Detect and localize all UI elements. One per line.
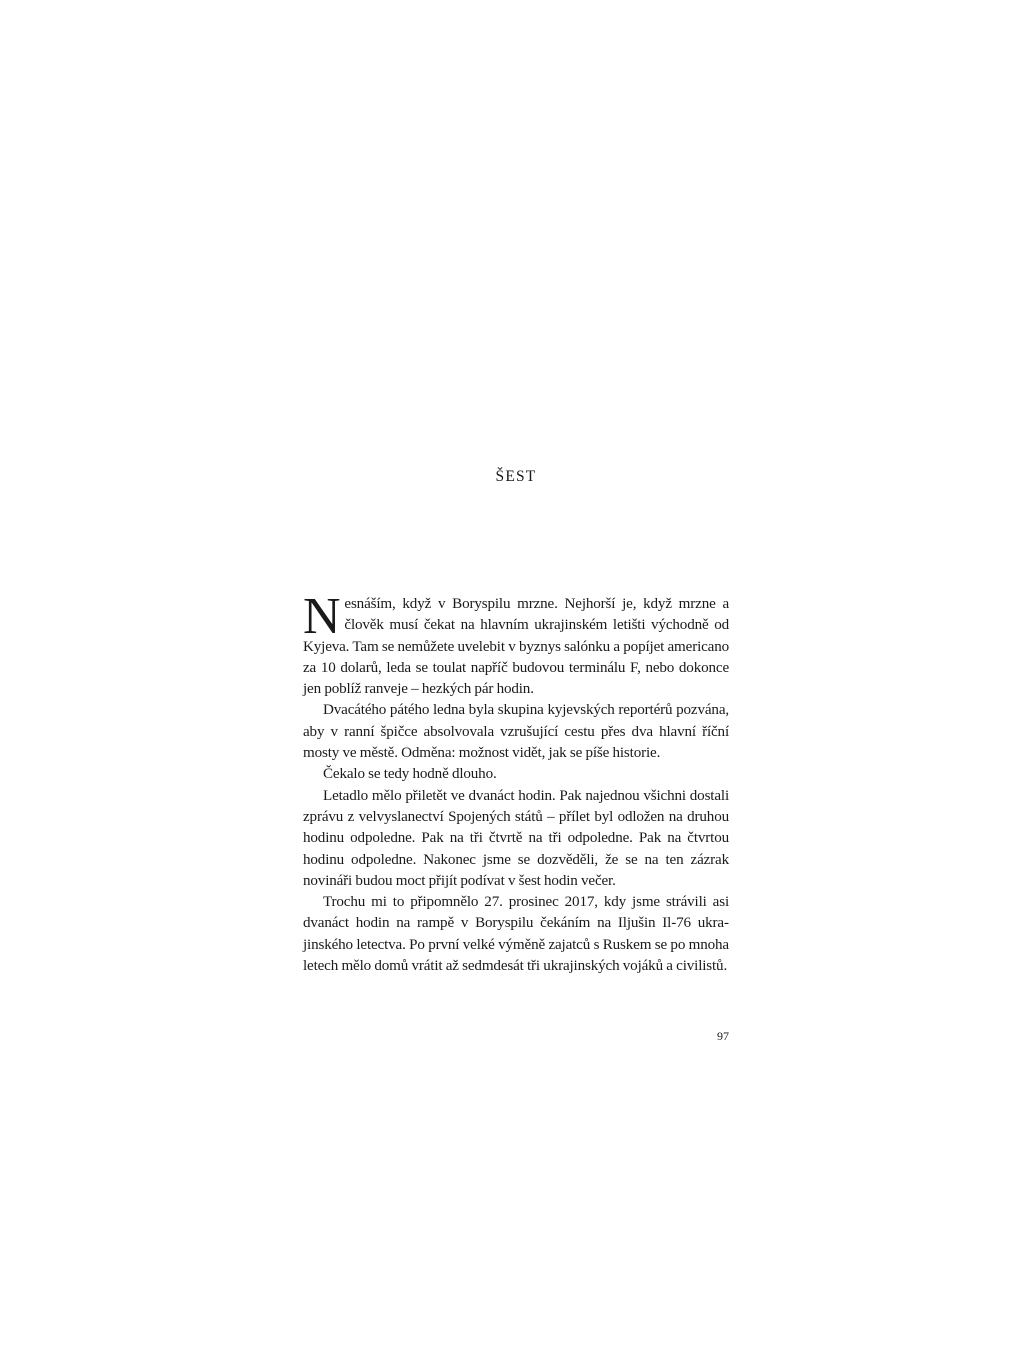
paragraph-5: Trochu mi to připomnělo 27. prosinec 2017, kdy jsme strávili asi dvanáct hodin na rampě v Boryspilu čekáním na Iljušin Il-76 ukrajinského letectva. Po první velké výměně zajatců s Ruskem se po mnoha letech mělo domů vrátit až sedmdesát tři ukrajinských vojáků a civilistů. — [303, 894, 729, 975]
paragraph-1-text: esnáším, když v Boryspilu mrzne. Nejhorší je, když mrzne a člověk musí čekat na hlavním ukrajinském letišti východně od Kyjeva. Tam se nemůžete uvelebit v byznys salónku a popíjet americano za 10 dolarů, leda se toulat napříč budovou terminálu F, nebo dokonce jen poblíž ranveje – hezkých pár hodin. — [303, 596, 729, 698]
page-number: 97 — [717, 1029, 729, 1043]
paragraph-2: Dvacátého pátého ledna byla skupina kyjevských reportérů pozvána, aby v ranní špičce absolvovala vzrušující cestu přes dva hlavní říční mosty ve městě. Odměna: možnost vidět, jak se píše historie. — [303, 702, 729, 762]
paragraph-4: Letadlo mělo přiletět ve dvanáct hodin. Pak najednou všichni dostali zprávu z velvyslanectví Spojených států – přílet byl odložen na druhou hodinu odpoledne. Pak na tři čtvrtě na tři odpoledne. Pak na čtvrtou hodinu odpoledne. Nakonec jsme se dozvěděli, že se na ten zázrak novináři budou moct přijít podívat v šest hodin večer. — [303, 787, 729, 889]
paragraph-3: Čekalo se tedy hodně dlouho. — [323, 766, 497, 783]
paragraph-1 — [303, 588, 729, 700]
drop-cap: N — [303, 588, 341, 645]
chapter-title: ŠEST — [495, 468, 537, 485]
body-text — [303, 588, 729, 977]
